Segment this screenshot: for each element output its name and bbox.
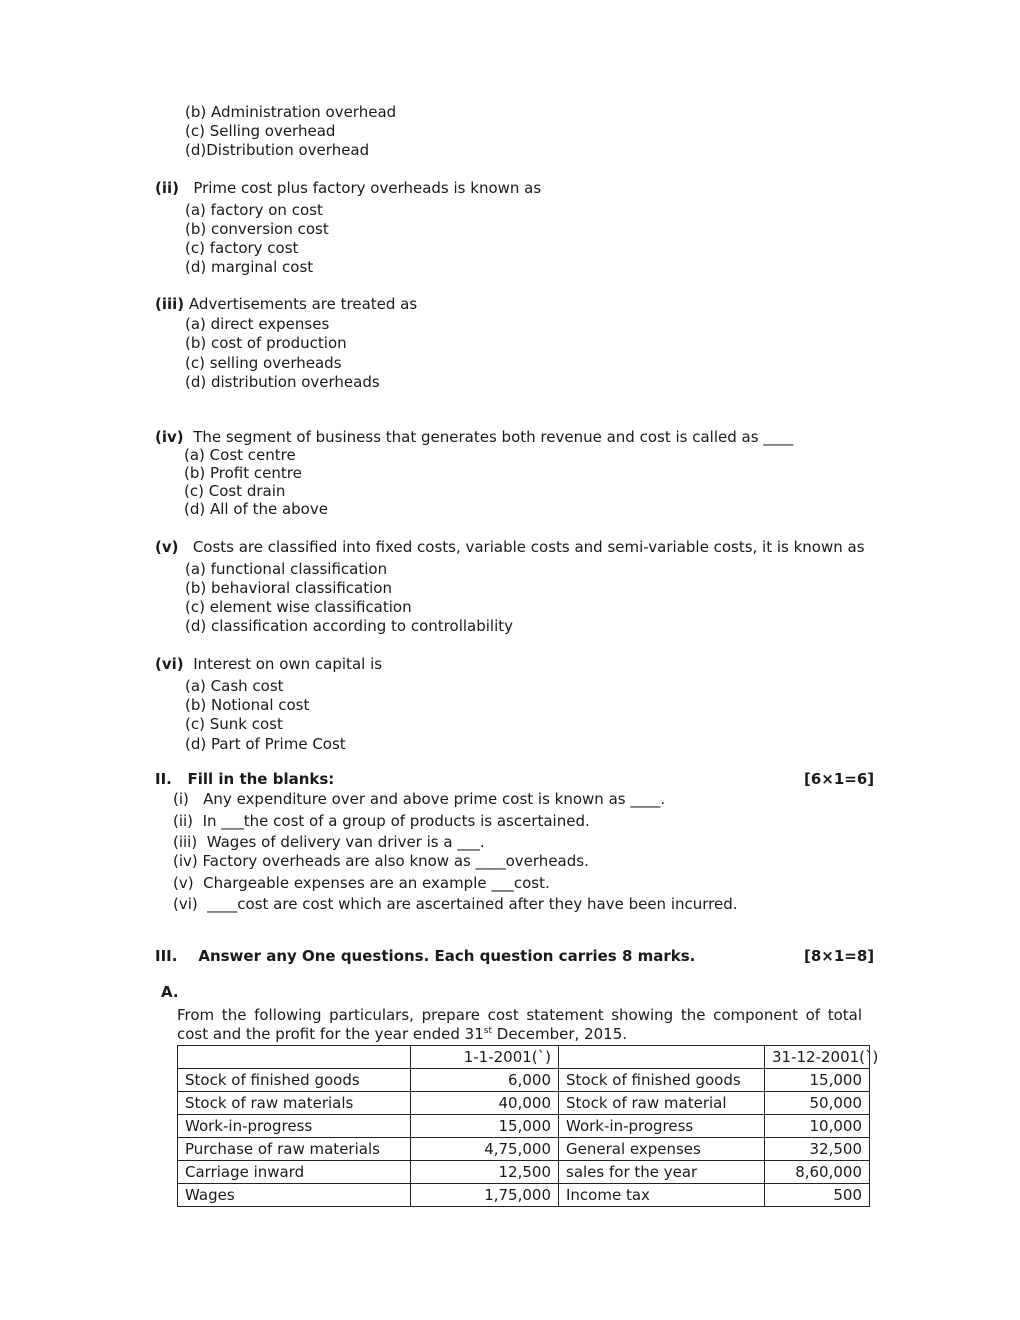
question-number: (v) [155, 538, 179, 556]
table-cell: Income tax [559, 1184, 765, 1207]
table-cell: Wages [178, 1184, 411, 1207]
option: (b) Profit centre [184, 464, 302, 482]
table-cell: Stock of finished goods [178, 1069, 411, 1092]
section-2-heading: II. Fill in the blanks: [155, 770, 335, 788]
option: (b) Administration overhead [185, 103, 397, 121]
option: (a) functional classification [185, 560, 388, 578]
section-3-marks: [8×1=8] [804, 947, 875, 965]
table-cell: 15,000 [765, 1069, 870, 1092]
question-number: (iv) [155, 428, 184, 446]
intro-text: cost and the profit for the year ended 31 [177, 1025, 484, 1043]
header-cell-opening-date: 1-1-2001(`) [411, 1046, 559, 1069]
header-cell [559, 1046, 765, 1069]
table-cell: Work-in-progress [178, 1115, 411, 1138]
table-cell: 500 [765, 1184, 870, 1207]
option: (d)Distribution overhead [185, 141, 370, 159]
sub-question-label: A. [161, 983, 179, 1001]
table-row [178, 1092, 870, 1115]
blank-item: (iii) Wages of delivery van driver is a ___. [173, 833, 485, 851]
ordinal-suffix: st [483, 1026, 492, 1036]
table-cell: sales for the year [559, 1161, 765, 1184]
blank-item: (iv) Factory overheads are also know as ____overheads. [173, 852, 589, 870]
blank-item: (vi) ____cost are cost which are ascertained after they have been incurred. [173, 895, 738, 913]
question-vi [155, 655, 382, 674]
table-cell: Stock of raw material [559, 1092, 765, 1115]
option: (a) factory on cost [185, 201, 323, 219]
table-cell: 15,000 [411, 1115, 559, 1138]
option: (b) behavioral classification [185, 579, 392, 597]
intro-text-end: December, 2015. [492, 1025, 628, 1043]
option: (d) All of the above [184, 500, 328, 518]
question-text: Interest on own capital is [193, 655, 383, 673]
table-cell: 6,000 [411, 1069, 559, 1092]
table-cell: Stock of raw materials [178, 1092, 411, 1115]
option: (b) Notional cost [185, 696, 310, 714]
table-cell: Work-in-progress [559, 1115, 765, 1138]
option: (b) cost of production [185, 334, 347, 352]
table-cell: 12,500 [411, 1161, 559, 1184]
question-text: Prime cost plus factory overheads is known as [193, 179, 542, 197]
table-cell: Carriage inward [178, 1161, 411, 1184]
particulars-table [177, 1045, 879, 1207]
option: (d) distribution overheads [185, 373, 380, 391]
table-row [178, 1184, 870, 1207]
table-header-row [178, 1046, 870, 1069]
option: (a) direct expenses [185, 315, 330, 333]
table-cell: 32,500 [765, 1138, 870, 1161]
option: (c) factory cost [185, 239, 299, 257]
option: (d) marginal cost [185, 258, 314, 276]
option: (c) Sunk cost [185, 715, 283, 733]
option: (a) Cash cost [185, 677, 284, 695]
table-row [178, 1069, 870, 1092]
table-cell: 40,000 [411, 1092, 559, 1115]
question-ii [155, 179, 541, 198]
section-2-marks: [6×1=6] [804, 770, 875, 788]
question-number: (ii) [155, 179, 179, 197]
table-row [178, 1138, 870, 1161]
table-cell: 4,75,000 [411, 1138, 559, 1161]
table-row [178, 1161, 870, 1184]
problem-intro-line-1: From the following particulars, prepare cost statement showing the component of total [177, 1006, 862, 1024]
table-cell: 8,60,000 [765, 1161, 870, 1184]
question-text: Costs are classified into fixed costs, variable costs and semi-variable costs, it is known as [192, 538, 865, 556]
question-v [155, 538, 865, 557]
question-number: (iii) [155, 295, 185, 313]
table-row [178, 1115, 870, 1138]
table-cell: Purchase of raw materials [178, 1138, 411, 1161]
option: (d) Part of Prime Cost [185, 735, 346, 753]
problem-intro-line-2 [177, 1025, 627, 1044]
option: (c) Selling overhead [185, 122, 336, 140]
blank-item: (i) Any expenditure over and above prime cost is known as ____. [173, 790, 666, 808]
header-cell [178, 1046, 411, 1069]
table-cell: 10,000 [765, 1115, 870, 1138]
question-text: The segment of business that generates both revenue and cost is called as ____ [193, 428, 794, 446]
question-iv [155, 428, 793, 447]
question-iii [155, 295, 417, 314]
table-cell: Stock of finished goods [559, 1069, 765, 1092]
blank-item: (ii) In ___the cost of a group of products is ascertained. [173, 812, 590, 830]
option: (b) conversion cost [185, 220, 329, 238]
option: (a) Cost centre [184, 446, 296, 464]
header-cell-closing-date: 31-12-2001(`) [765, 1046, 870, 1069]
question-number: (vi) [155, 655, 184, 673]
blank-item: (v) Chargeable expenses are an example ___cost. [173, 874, 550, 892]
section-3-heading: III. Answer any One questions. Each question carries 8 marks. [155, 947, 696, 965]
table-cell: General expenses [559, 1138, 765, 1161]
option: (c) Cost drain [184, 482, 286, 500]
option: (d) classification according to controllability [185, 617, 514, 635]
option: (c) selling overheads [185, 354, 342, 372]
question-text: Advertisements are treated as [188, 295, 418, 313]
table-cell: 1,75,000 [411, 1184, 559, 1207]
option: (c) element wise classification [185, 598, 412, 616]
table-cell: 50,000 [765, 1092, 870, 1115]
